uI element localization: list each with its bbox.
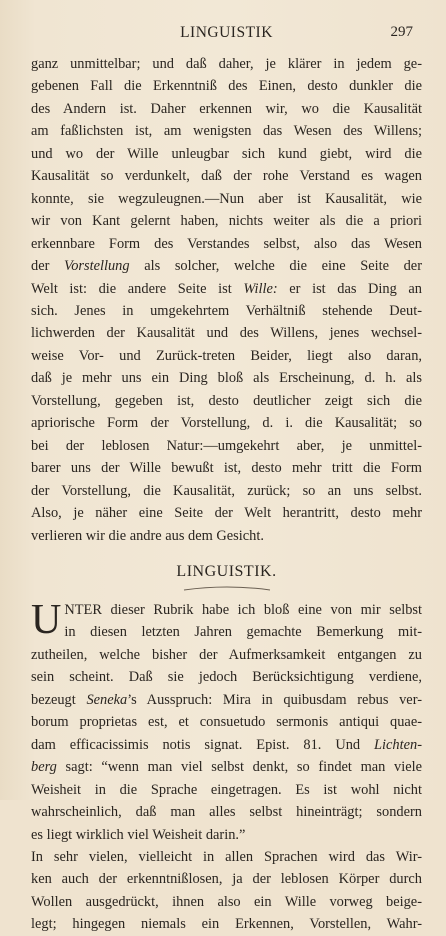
text-line: Also, je näher eine Seite der Welt herantritt, desto mehr bbox=[31, 505, 422, 522]
text-line: barer uns der Wille bewußt ist, desto mehr tritt die Form bbox=[31, 460, 422, 477]
text-line: es liegt wirklich viel Weisheit darin.” bbox=[31, 826, 246, 843]
text-line: dam efficacissimis notis signat. Epist. 81. Und Lichten- bbox=[31, 736, 422, 753]
text-line: bei der leblosen Natur:—umgekehrt aber, je unmittel- bbox=[31, 437, 422, 454]
text-line: verlieren wir die andre aus dem Gesicht. bbox=[31, 527, 264, 544]
text-line: apriorische Form der Vorstellung, d. i. die Kausalität; so bbox=[31, 415, 422, 432]
running-title: LINGUISTIK bbox=[180, 24, 273, 41]
text-line: wahrscheinlich, daß man alles selbst hineinträgt; sondern bbox=[31, 804, 422, 821]
text-line: sein scheint. Daß sie jedoch Berücksichtigung verdiene, bbox=[31, 669, 422, 686]
page-number: 297 bbox=[390, 24, 413, 40]
text-line: konnte, sie wegzuleugnen.—Nun aber ist Kausalität, wie bbox=[31, 190, 422, 207]
section-heading: LINGUISTIK. bbox=[176, 562, 277, 580]
text-line: legt; hingegen niemals ein Erkennen, Vorstellen, Wahr- bbox=[31, 916, 422, 933]
text-line: bezeugt Seneka’s Ausspruch: Mira in quibusdam rebus ver- bbox=[31, 691, 422, 708]
text-line: wir von Kant gelernt haben, nichts weiter als die a priori bbox=[31, 213, 422, 230]
text-line: borum proprietas est, et consuetudo sermonis antiqui quae- bbox=[31, 714, 422, 731]
text-line: der Vorstellung, die Kausalität, zurück; so an uns selbst. bbox=[31, 482, 422, 499]
text-line: Weisheit in die Sprache eingetragen. Es ist wohl nicht bbox=[31, 781, 422, 798]
paragraph-1 bbox=[31, 53, 422, 547]
text-line: ganz unmittelbar; und daß daher, je klärer in jedem ge- bbox=[31, 56, 422, 72]
paragraph-2 bbox=[31, 596, 422, 846]
text-line: daß je mehr uns ein Ding bloß als Erscheinung, d. h. als bbox=[31, 370, 422, 387]
text-line: Welt ist: die andere Seite ist Wille: er ist das Ding an bbox=[31, 280, 423, 297]
text-line: Wollen ausgedrückt, ihnen also ein Wille vorweg beige- bbox=[31, 893, 422, 910]
text-line: lichwerden der Kausalität und des Willens, jenes wechsel- bbox=[31, 325, 422, 342]
text-line: des Andern ist. Daher erkennen wir, wo die Kausalität bbox=[31, 100, 422, 117]
drop-cap: U bbox=[31, 596, 62, 643]
running-head bbox=[31, 24, 422, 46]
text-line: Vorstellung, gegeben ist, desto deutlicher zeigt sich die bbox=[31, 392, 422, 409]
text-line: NTER dieser Rubrik habe ich bloß eine von mir selbst bbox=[64, 601, 422, 618]
text-line: In sehr vielen, vielleicht in allen Sprachen wird das Wir- bbox=[31, 848, 422, 865]
text-line: sich. Jenes in umgekehrtem Verhältniß stehende Deut- bbox=[31, 302, 422, 319]
paragraph-3 bbox=[31, 846, 422, 936]
text-line: erkennbare Form des Verstandes selbst, also das Wesen bbox=[31, 235, 422, 252]
text-line: zutheilen, welche bisher der Aufmerksamkeit entgangen zu bbox=[31, 646, 422, 663]
text-line: in diesen letzten Jahren gemachte Bemerkung mit- bbox=[64, 624, 422, 641]
text-line: Kausalität so verdunkelt, daß der rohe Verstand es wagen bbox=[31, 168, 422, 185]
text-line: ken auch der erkenntnißlosen, ja der leblosen Körper durch bbox=[31, 871, 422, 888]
text-line: gebenen Fall die Erkenntniß des Einen, desto dunkler die bbox=[31, 78, 422, 95]
text-line: und wo der Wille unleugbar sich kund giebt, wird die bbox=[31, 145, 422, 162]
text-line: berg sagt: “wenn man viel selbst denkt, so findet man viele bbox=[31, 759, 422, 776]
dropcap-block bbox=[31, 596, 422, 644]
text-line: der Vorstellung als solcher, welche die eine Seite der bbox=[31, 258, 422, 275]
text-line: am faßlichsten ist, am wenigsten das Wesen des Willens; bbox=[31, 123, 422, 140]
heading-ornament bbox=[182, 585, 272, 593]
text-line: weise Vor- und Zurück-treten Beider, liegt also daran, bbox=[31, 347, 422, 364]
